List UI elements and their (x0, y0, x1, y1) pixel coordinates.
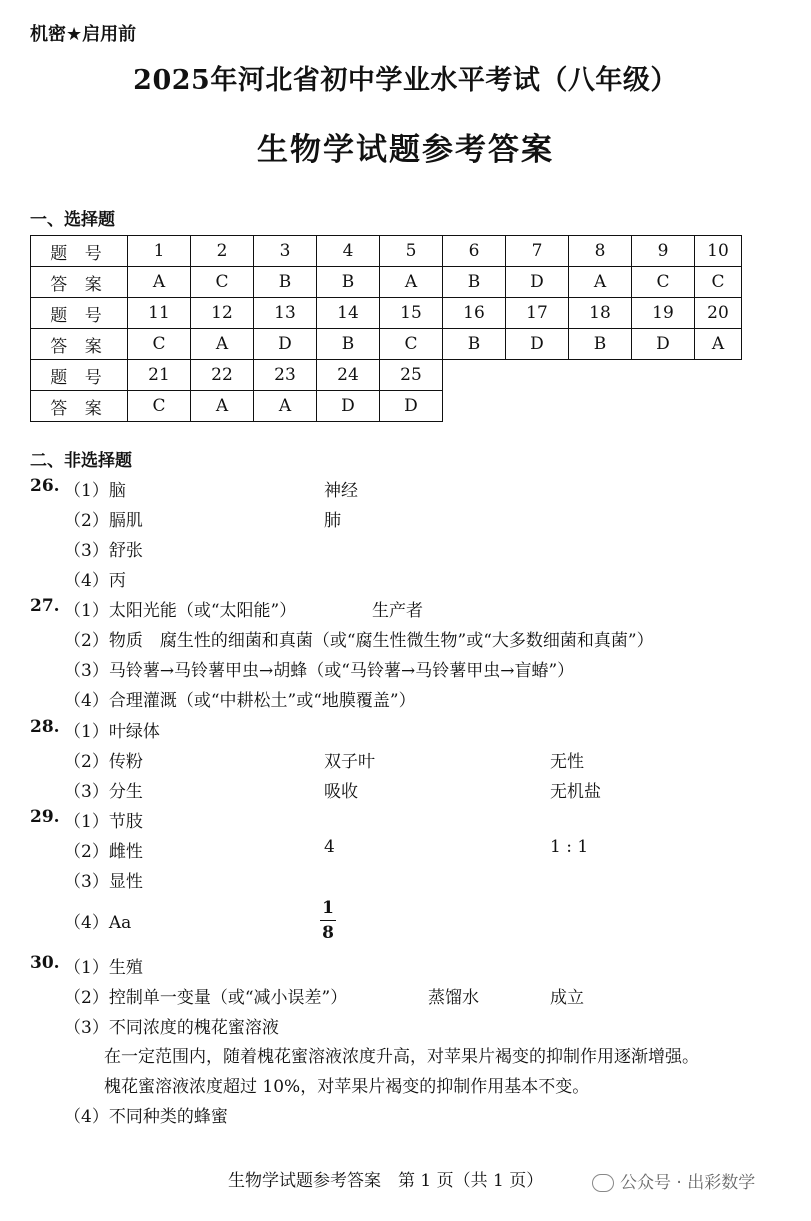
answer-29-2c: 1 : 1 (550, 837, 589, 857)
row-label-question: 题 号 (31, 360, 128, 391)
question-number-29: 29. (30, 807, 60, 827)
answer-27-4: （4）合理灌溉（或“中耕松土”或“地膜覆盖”） (64, 691, 416, 711)
question-number: 3 (254, 236, 317, 267)
answer-cell: B (254, 267, 317, 298)
question-number-28: 28. (30, 717, 60, 737)
document-subtitle: 生物学试题参考答案 (257, 132, 554, 168)
fraction-numerator: 1 (322, 898, 334, 918)
answer-26-4: （4）丙 (64, 571, 126, 591)
answer-cell: A (254, 391, 317, 422)
answer-cell: B (317, 329, 380, 360)
question-number: 2 (191, 236, 254, 267)
answer-cell: A (191, 329, 254, 360)
table-empty-area (443, 391, 742, 422)
answer-cell: D (254, 329, 317, 360)
question-number: 16 (443, 298, 506, 329)
answer-cell: C (380, 329, 443, 360)
table-row (31, 391, 742, 422)
section-nonchoice-title: 二、非选择题 (30, 451, 132, 471)
answer-27-1: （1）太阳光能（或“太阳能”） (64, 601, 297, 621)
answer-26-2b: 肺 (324, 511, 341, 531)
page-footer: 生物学试题参考答案 第 1 页（共 1 页） (228, 1171, 544, 1191)
question-number: 15 (380, 298, 443, 329)
question-number: 18 (569, 298, 632, 329)
answer-27-3: （3）马铃薯→马铃薯甲虫→胡蜂（或“马铃薯→马铃薯甲虫→盲蝽”） (64, 661, 575, 681)
question-number: 7 (506, 236, 569, 267)
row-label-answer: 答 案 (31, 267, 128, 298)
watermark (592, 1168, 755, 1193)
fraction-denominator: 8 (322, 923, 334, 943)
table-row (31, 267, 742, 298)
answer-cell: D (317, 391, 380, 422)
answer-28-3c: 无机盐 (550, 782, 601, 802)
answer-30-2c: 成立 (550, 988, 584, 1008)
table-row (31, 298, 742, 329)
question-number: 12 (191, 298, 254, 329)
answer-28-2c: 无性 (550, 752, 584, 772)
answer-cell: D (506, 267, 569, 298)
answer-30-3-line1: 在一定范围内，随着槐花蜜溶液浓度升高，对苹果片褐变的抑制作用逐渐增强。 (104, 1047, 699, 1067)
answer-29-1: （1）节肢 (64, 812, 143, 832)
answer-cell: D (380, 391, 443, 422)
answer-cell: A (380, 267, 443, 298)
answer-cell: D (632, 329, 695, 360)
answer-28-3: （3）分生 (64, 782, 143, 802)
answer-26-3: （3）舒张 (64, 541, 143, 561)
question-number: 20 (695, 298, 742, 329)
question-number-30: 30. (30, 953, 60, 973)
table-row (31, 236, 742, 267)
answer-cell: C (632, 267, 695, 298)
answer-cell: B (443, 267, 506, 298)
question-number: 13 (254, 298, 317, 329)
question-number: 4 (317, 236, 380, 267)
answer-26-2: （2）膈肌 (64, 511, 143, 531)
answer-cell: C (128, 329, 191, 360)
question-number: 17 (506, 298, 569, 329)
answer-29-3: （3）显性 (64, 872, 143, 892)
fraction-bar (320, 920, 336, 921)
answer-30-4: （4）不同种类的蜂蜜 (64, 1107, 228, 1127)
question-number: 19 (632, 298, 695, 329)
question-number: 10 (695, 236, 742, 267)
answer-cell: B (569, 329, 632, 360)
wechat-icon (592, 1174, 614, 1192)
question-number: 6 (443, 236, 506, 267)
answer-cell: A (569, 267, 632, 298)
answer-30-3-line2: 槐花蜜溶液浓度超过 10%，对苹果片褐变的抑制作用基本不变。 (104, 1077, 590, 1097)
table-row (31, 329, 742, 360)
answer-26-1b: 神经 (324, 481, 358, 501)
question-number: 9 (632, 236, 695, 267)
question-number: 14 (317, 298, 380, 329)
row-label-answer: 答 案 (31, 391, 128, 422)
question-number: 1 (128, 236, 191, 267)
answer-29-4: （4）Aa (64, 913, 132, 933)
question-number: 24 (317, 360, 380, 391)
section-choice-title: 一、选择题 (30, 210, 115, 230)
question-number: 25 (380, 360, 443, 391)
answer-29-2b: 4 (324, 837, 335, 857)
answer-28-2b: 双子叶 (324, 752, 375, 772)
row-label-answer: 答 案 (31, 329, 128, 360)
answer-cell: B (317, 267, 380, 298)
answer-27-2: （2）物质 腐生性的细菌和真菌（或“腐生性微生物”或“大多数细菌和真菌”） (64, 631, 654, 651)
question-number: 5 (380, 236, 443, 267)
watermark-text: 公众号 · 出彩数学 (620, 1173, 756, 1193)
answer-30-2b: 蒸馏水 (428, 988, 479, 1008)
exam-title: 2025年河北省初中学业水平考试（八年级） (133, 65, 678, 96)
answer-26-1: （1）脑 (64, 481, 126, 501)
answer-27-1b: 生产者 (372, 601, 423, 621)
answer-30-3: （3）不同浓度的槐花蜜溶液 (64, 1018, 279, 1038)
answer-28-2: （2）传粉 (64, 752, 143, 772)
answer-cell: C (128, 391, 191, 422)
row-label-question: 题 号 (31, 236, 128, 267)
question-number: 21 (128, 360, 191, 391)
question-number: 22 (191, 360, 254, 391)
row-label-question: 题 号 (31, 298, 128, 329)
answer-cell: B (443, 329, 506, 360)
answer-cell: C (191, 267, 254, 298)
answer-30-1: （1）生殖 (64, 958, 143, 978)
answer-28-3b: 吸收 (324, 782, 358, 802)
answer-cell: A (128, 267, 191, 298)
answer-table (30, 235, 742, 422)
answer-cell: D (506, 329, 569, 360)
answer-28-1: （1）叶绿体 (64, 722, 160, 742)
confidential-label: 机密★启用前 (30, 24, 137, 45)
table-row (31, 360, 742, 391)
answer-cell: A (695, 329, 742, 360)
answer-cell: A (191, 391, 254, 422)
answer-cell: C (695, 267, 742, 298)
question-number: 23 (254, 360, 317, 391)
question-number-26: 26. (30, 476, 60, 496)
answer-29-2: （2）雌性 (64, 842, 143, 862)
question-number: 8 (569, 236, 632, 267)
question-number-27: 27. (30, 596, 60, 616)
question-number: 11 (128, 298, 191, 329)
fraction-one-eighth (320, 898, 336, 943)
answer-30-2: （2）控制单一变量（或“减小误差”） (64, 988, 348, 1008)
table-empty-area (443, 360, 742, 391)
